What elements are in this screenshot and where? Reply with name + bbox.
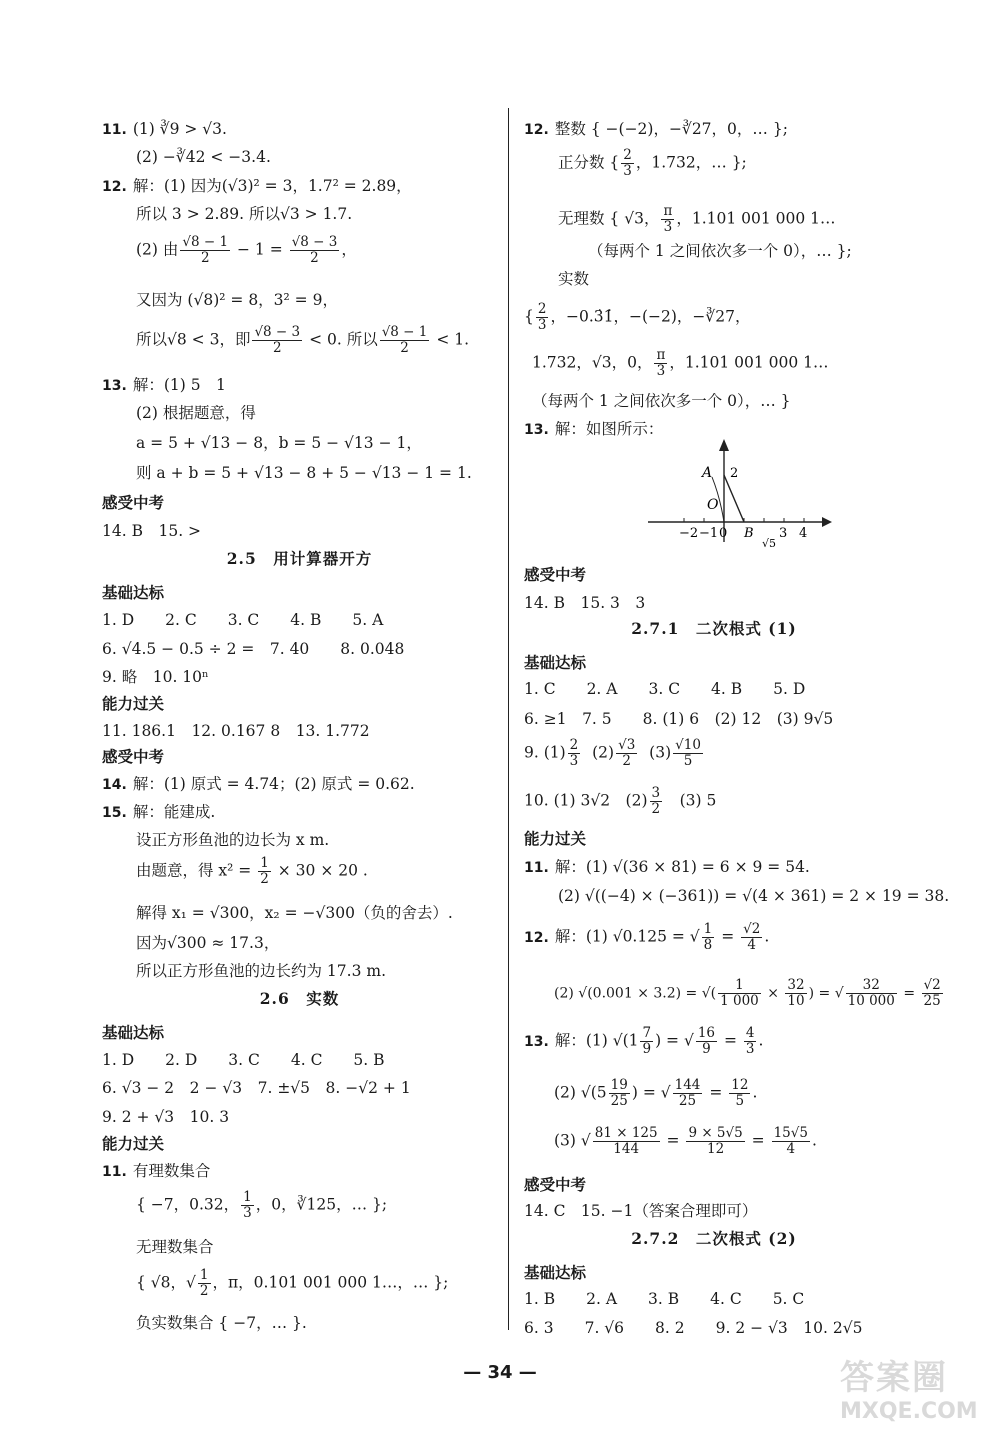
section-title-2-7-1: 2.7.1 二次根式 (1) bbox=[631, 619, 797, 638]
section-heading: 基础达标 bbox=[524, 654, 587, 672]
left-column: 11. (1) ∛9 > √3. (2) −∛42 < −3.4. 12. 解：(1) 因为(√3)² = 3，1.7² = 2.89， 所以 3 > 2.89. 所以√3 > 1.7. (2) 由 $\frac{√8 - 1}{2}$ − 1 = $\frac{√8 - 3}{2}$ ， 又因为 (√8)² = 8，3² = 9， 所以√8 < 3，即 $\frac{√8 - 3}{2}$ < 0. 所以 $\frac{√8 - 1}{2}$ < 1. 13. 解：(1) 5 1 (2) 根据题意，得 a = 5 + √13 − 8，b = 5 − √13 − 1， 则 a + b = 5 + √13 − 8 + 5 − √13 − 1 = 1. 感受中考 14. B 15. > 2.5 用计算器开方 基础达标 1. D 2. C 3. C 4. B 5. A 6. √4.5 − 0.5 ÷ 2 = 7. 40 8. 0.048 9. 略 10. 10ⁿ 能力过关 11. 186.1 12. 0.167 8 13. 1.772 感受中考 14. 解：(1) 原式 = 4.74；(2) 原式 = 0.62. 15. 解：能建成. 设正方形鱼池的边长为 x m. 由题意，得 x² = $\frac{1}{2}$ × 30 × 20 . 解得 x₁ = √300，x₂ = −√300（负的舍去）. 因为√300 ≈ 17.3， 所以正方形鱼池的边长约为 17.3 m. 2.6 实数 基础达标 1. D 2. D 3. C 4. C 5. B 6. √3 − 2 2 − √3 7. ±√5 8. −√2 + 1 9. 2 + √3 10. 3 能力过关 11. 有理数集合 { −7，0.32， $\frac{1}{3}$ ，0，∛125，… }; 无理数集合 { √8，√ $\frac{1}{2}$ ，π，0.101 001 000 1…，… }; 负实数集合 { −7，… }. bbox=[102, 112, 497, 1335]
answer-15: 15. 解：能建成. bbox=[102, 803, 216, 821]
tick-label: −1 bbox=[699, 526, 719, 541]
section-heading: 基础达标 bbox=[102, 584, 165, 602]
number-line-figure bbox=[644, 437, 834, 557]
right-column: 12. 整数 { −(−2)，−∛27，0，… }; 正分数 { $\frac{2}{3}$ ，1.732，… }; 无理数 { √3， $\frac{\pi}{3}$ ，1.101 001 000 1… （每两个 1 之间依次多一个 0），… }; 实数 { $\frac{2}{3}$ ，−0.3̇1̇，−(−2)，−∛27， 1.732，√3，0， $\frac{\pi}{3}$ ，1.101 001 000 1… （每两个 1 之间依次多一个 0），… } 13. 解：如图所示： A 2 O −2 −1 0 3 4 B √5 感受中考 14. B 15. 3 3 2.7.1 二次根式 (1) 基础达标 1. C 2. A 3. C 4. B 5. D 6. ≥1 7. 5 8. (1) 6 (2) 12 (3) 9√5 9. (1) $\frac{2}{3}$ (2) $\frac{√3}{2}$ (3) $\frac{√10}{5}$ 10. (1) 3√2 (2) $\frac{3}{2}$ (3) 5 能力过关 11. 解：(1) √(36 × 81) = 6 × 9 = 54. (2) √((−4) × (−361)) = √(4 × 361) = 2 × 19 = 38. 12. 解：(1) √0.125 = √ $\frac{1}{8}$ = $\frac{√2}{4}$ . (2) √(0.001 × 3.2) = √( $\frac{1}{1 000}$ × $\frac{32}{10}$ ) = √ $\frac{32}{10 000}$ = $\frac{√2}{25}$ 13. 解：(1) √(1 $\frac{7}{9}$ ) = √ $\frac{16}{9}$ = $\frac{4}{3}$ . (2) √(5 $\frac{19}{25}$ ) = √ $\frac{144}{25}$ = $\frac{12}{5}$ . (3) √ $\frac{81 \times 125}{144}$ = $\frac{9 \times 5√5}{12}$ = $\frac{15√5}{4}$ . 感受中考 14. C 15. −1（答案合理即可） 2.7.2 二次根式 (2) 基础达标 1. B 2. A 3. B 4. C 5. C 6. 3 7. √6 8. 2 9. 2 − √3 10. 2√5 bbox=[524, 120, 950, 1337]
answer-13: 13. 解：(1) √(1 $\frac{7}{9}$ ) = √ $\frac{16}{9}$ = $\frac{4}{3}$ . bbox=[524, 1025, 764, 1057]
watermark-logo: 答案圈 MXQE.COM bbox=[840, 1358, 978, 1424]
label-O: O bbox=[707, 497, 719, 513]
answer-12: 12. 解：(1) 因为(√3)² = 3，1.7² = 2.89， bbox=[102, 177, 412, 195]
answer-11: 11. 解：(1) √(36 × 81) = 6 × 9 = 54. bbox=[524, 858, 810, 876]
page-number: — 34 — bbox=[463, 1362, 537, 1383]
section-heading: 基础达标 bbox=[102, 1024, 165, 1042]
tick-label: −2 bbox=[679, 526, 699, 541]
section-heading: 能力过关 bbox=[524, 830, 587, 848]
section-heading: 能力过关 bbox=[102, 1135, 165, 1153]
answer-14: 14. 解：(1) 原式 = 4.74；(2) 原式 = 0.62. bbox=[102, 775, 415, 793]
section-title-2-6: 2.6 实数 bbox=[259, 989, 340, 1008]
answer-11: 11. 有理数集合 bbox=[102, 1162, 211, 1180]
section-heading: 基础达标 bbox=[524, 1264, 587, 1282]
tick-label: 0 bbox=[719, 526, 728, 541]
answer-11: 11. (1) ∛9 > √3. bbox=[102, 120, 227, 138]
section-heading: 感受中考 bbox=[102, 494, 165, 512]
answer-13: 13. 解：(1) 5 1 bbox=[102, 376, 226, 394]
section-heading: 感受中考 bbox=[524, 1176, 587, 1194]
label-sqrt5: √5 bbox=[762, 537, 777, 550]
label-2: 2 bbox=[730, 466, 739, 481]
section-heading: 能力过关 bbox=[102, 695, 165, 713]
section-heading: 感受中考 bbox=[102, 748, 165, 766]
column-divider bbox=[508, 108, 509, 1330]
answer-12: 12. 整数 { −(−2)，−∛27，0，… }; bbox=[524, 120, 788, 138]
section-title-2-7-2: 2.7.2 二次根式 (2) bbox=[631, 1229, 797, 1248]
section-title-2-5: 2.5 用计算器开方 bbox=[226, 549, 373, 568]
section-heading: 感受中考 bbox=[524, 566, 587, 584]
tick-label: 4 bbox=[799, 526, 808, 541]
label-A: A bbox=[702, 465, 713, 481]
tick-label: 3 bbox=[779, 526, 788, 541]
answer-13: 13. 解：如图所示： bbox=[524, 420, 664, 438]
answer-12: 12. 解：(1) √0.125 = √ $\frac{1}{8}$ = $\frac{√2}{4}$ . bbox=[524, 921, 770, 953]
label-B: B bbox=[744, 526, 754, 541]
